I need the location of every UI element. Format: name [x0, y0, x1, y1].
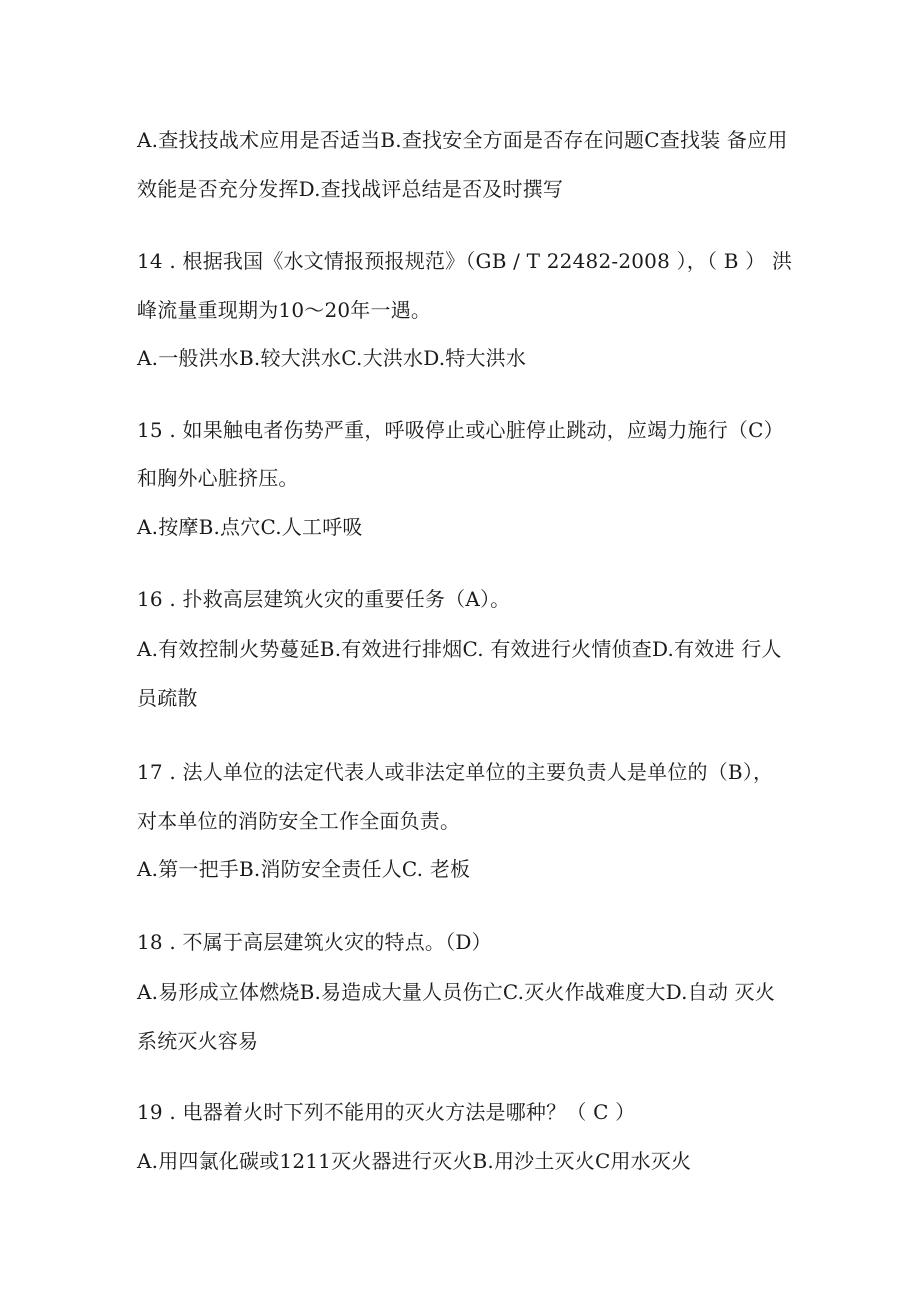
q16-options-line-1: A.有效控制火势蔓延B.有效进行排烟C. 有效进行火情侦查D.有效进 行人 [137, 637, 782, 661]
q16-question: 16 . 扑救高层建筑火灾的重要任务（A）。 [137, 587, 511, 611]
q17-question-line-2: 对本单位的消防安全工作全面负责。 [137, 809, 461, 833]
q18-question: 18 . 不属于高层建筑火灾的特点。（D） [137, 930, 492, 954]
q14-options: A.一般洪水B.较大洪水C.大洪水D.特大洪水 [137, 346, 527, 370]
q15-options: A.按摩B.点穴C.人工呼吸 [137, 515, 363, 539]
q19-question: 19 . 电器着火时下列不能用的灭火方法是哪种？（ C ） [137, 1100, 636, 1124]
q13-options-line-2: 效能是否充分发挥D.查找战评总结是否及时撰写 [137, 177, 564, 201]
q14-question-line-1: 14 . 根据我国《水文情报预报规范》（GB / T 22482-2008 ），（ B ） 洪 [137, 249, 793, 273]
q15-question-line-1: 15 . 如果触电者伤势严重，呼吸停止或心脏停止跳动，应竭力施行（C） [137, 418, 784, 442]
q19-options: A.用四氯化碳或1211灭火器进行灭火B.用沙土灭火C用水灭火 [137, 1149, 692, 1173]
q14-question-line-2: 峰流量重现期为10～20年一遇。 [137, 298, 432, 322]
q18-options-line-1: A.易形成立体燃烧B.易造成大量人员伤亡C.灭火作战难度大D.自动 灭火 [137, 980, 776, 1004]
q18-options-line-2: 系统灭火容易 [137, 1029, 259, 1053]
q13-options-line-1: A.查找技战术应用是否适当B.查找安全方面是否存在问题C查找装 备应用 [137, 128, 788, 152]
q15-question-line-2: 和胸外心脏挤压。 [137, 466, 299, 490]
q16-options-line-2: 员疏散 [137, 686, 198, 710]
q17-question-line-1: 17 . 法人单位的法定代表人或非法定单位的主要负责人是单位的（B）， [137, 760, 774, 784]
q17-options: A.第一把手B.消防安全责任人C. 老板 [137, 857, 471, 881]
